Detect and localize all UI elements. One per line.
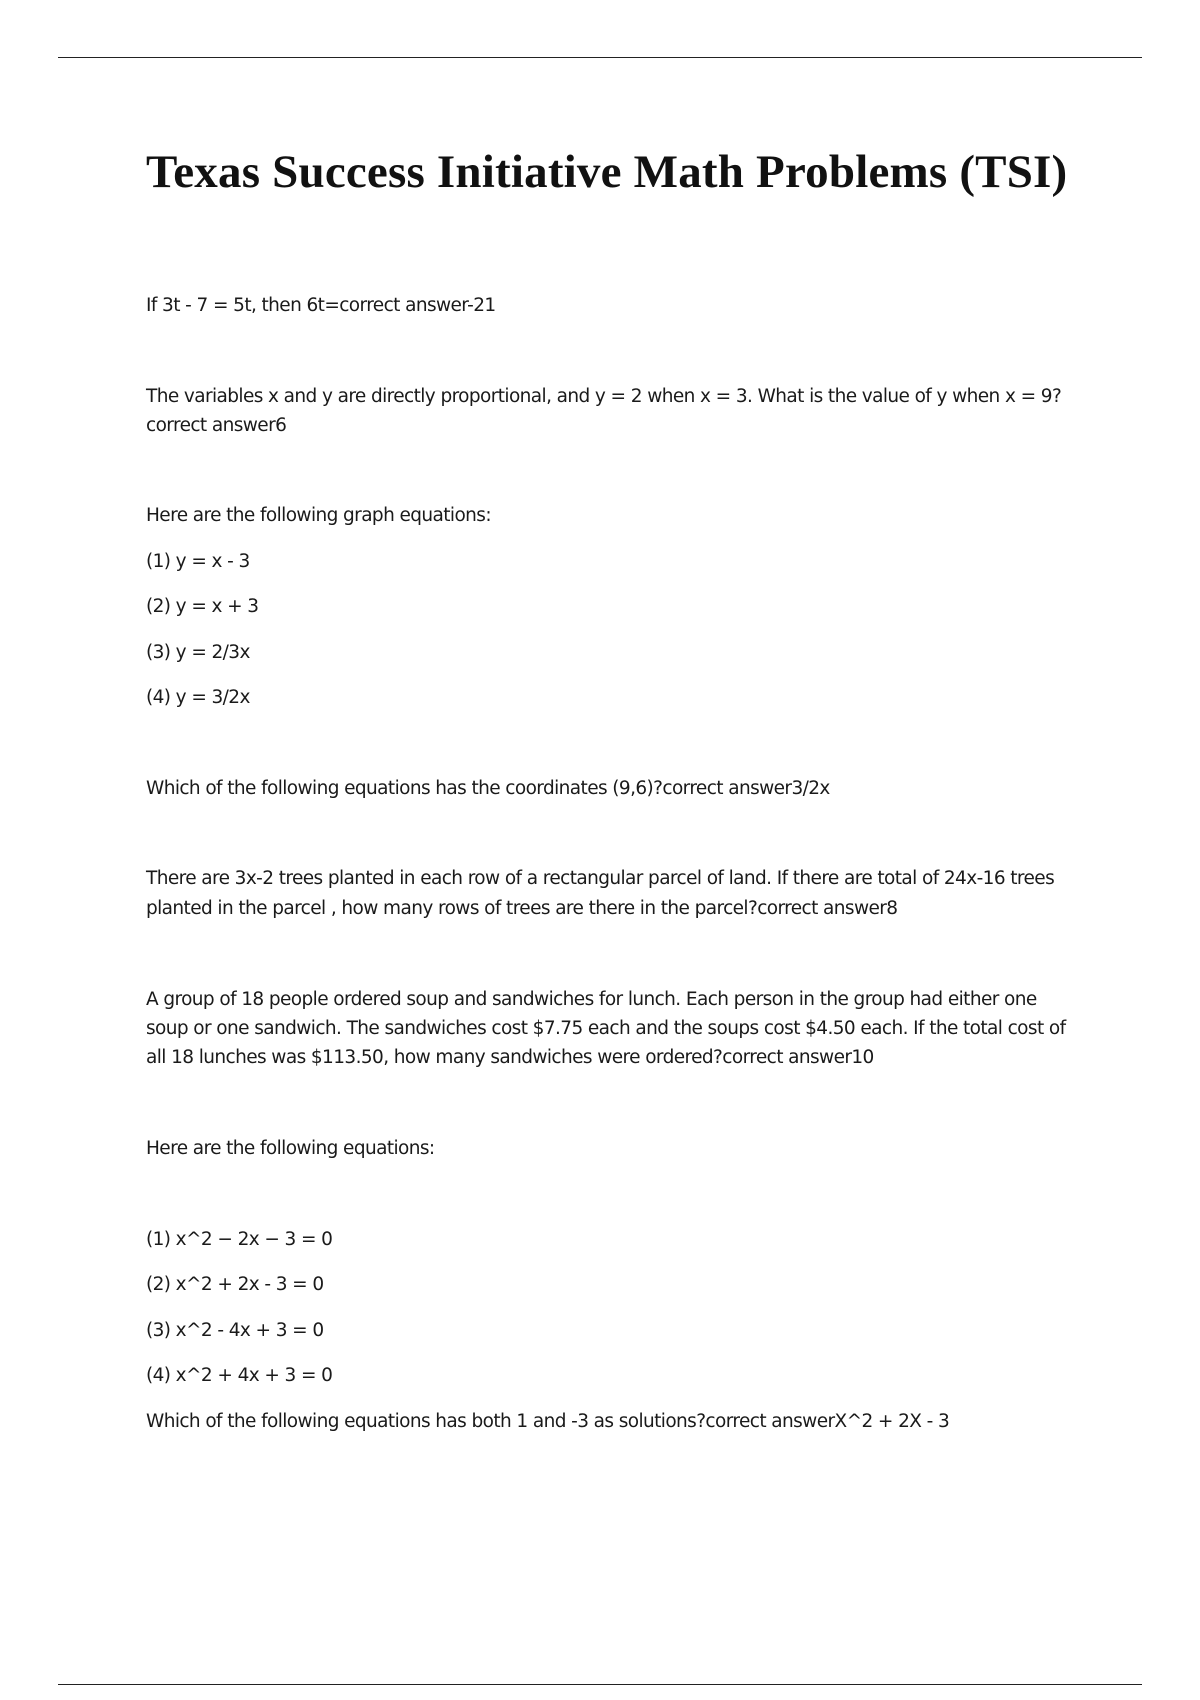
question-6-question: Which of the following equations has both 1 and -3 as solutions?correct answerX^2 + 2X - 3 — [146, 1411, 950, 1432]
question-5-line-1: A group of 18 people ordered soup and sandwiches for lunch. Each person in the group had either one — [146, 989, 1037, 1010]
question-6-option-1: (1) x^2 − 2x − 3 = 0 — [146, 1229, 333, 1250]
page-title: Texas Success Initiative Math Problems (TSI) — [146, 146, 1068, 198]
bottom-rule — [58, 1684, 1142, 1685]
question-3-option-2: (2) y = x + 3 — [146, 596, 259, 617]
top-rule — [58, 57, 1142, 58]
question-3-intro: Here are the following graph equations: — [146, 505, 491, 526]
question-3-question: Which of the following equations has the coordinates (9,6)?correct answer3/2x — [146, 778, 830, 799]
question-6-option-4: (4) x^2 + 4x + 3 = 0 — [146, 1365, 333, 1386]
question-6-option-3: (3) x^2 - 4x + 3 = 0 — [146, 1320, 324, 1341]
question-6-option-2: (2) x^2 + 2x - 3 = 0 — [146, 1274, 324, 1295]
question-4-line-2: planted in the parcel , how many rows of trees are there in the parcel?correct answer8 — [146, 898, 898, 919]
question-6-intro: Here are the following equations: — [146, 1138, 435, 1159]
question-5-line-2: soup or one sandwich. The sandwiches cost $7.75 each and the soups cost $4.50 each. If the total cost of — [146, 1018, 1066, 1039]
question-3-option-4: (4) y = 3/2x — [146, 687, 250, 708]
question-4-line-1: There are 3x-2 trees planted in each row of a rectangular parcel of land. If there are total of 24x-16 trees — [146, 868, 1055, 889]
question-2-line-2: correct answer6 — [146, 415, 287, 436]
question-2-line-1: The variables x and y are directly proportional, and y = 2 when x = 3. What is the value of y when x = 9? — [146, 386, 1062, 407]
question-3-option-1: (1) y = x - 3 — [146, 551, 250, 572]
question-3-option-3: (3) y = 2/3x — [146, 642, 250, 663]
question-1: If 3t - 7 = 5t, then 6t=correct answer-21 — [146, 295, 496, 316]
question-5-line-3: all 18 lunches was $113.50, how many sandwiches were ordered?correct answer10 — [146, 1047, 874, 1068]
